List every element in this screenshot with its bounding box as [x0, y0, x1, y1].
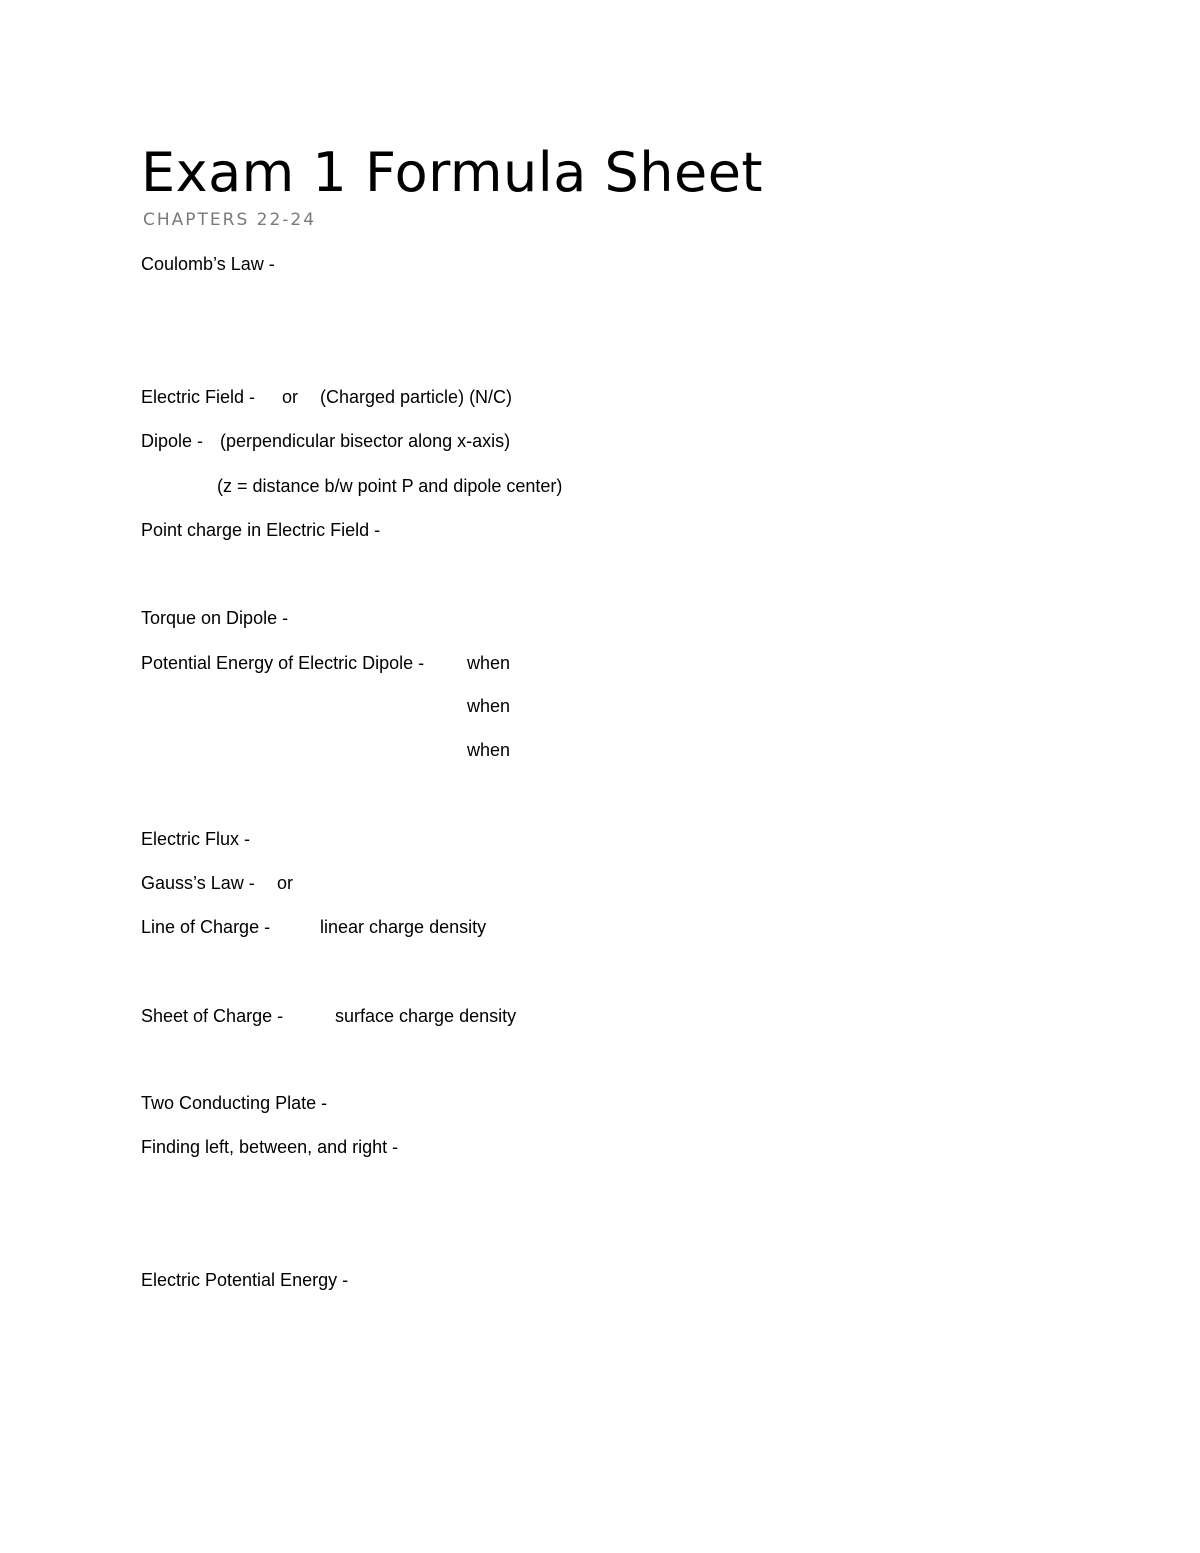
sheet-of-charge-label: Sheet of Charge -: [141, 1006, 284, 1026]
finding-left-between-right-line: Finding left, between, and right -: [141, 1137, 399, 1157]
potential-energy-dipole-label: Potential Energy of Electric Dipole -: [141, 653, 425, 673]
line-of-charge-label: Line of Charge -: [141, 917, 271, 937]
when-condition-3: when: [467, 740, 511, 760]
page-title: Exam 1 Formula Sheet: [141, 141, 764, 204]
electric-field-or: or: [282, 387, 299, 407]
gauss-law-label: Gauss’s Law -: [141, 873, 255, 893]
coulomb-law-line: Coulomb’s Law -: [141, 254, 275, 274]
electric-field-label: Electric Field -: [141, 387, 256, 407]
when-condition-1: when: [467, 653, 511, 673]
dipole-z-note: (z = distance b/w point P and dipole center): [217, 476, 563, 496]
dipole-note: (perpendicular bisector along x-axis): [220, 431, 511, 451]
page-subtitle: CHAPTERS 22-24: [143, 210, 317, 230]
torque-line: Torque on Dipole -: [141, 608, 289, 628]
point-charge-line: Point charge in Electric Field -: [141, 520, 381, 540]
electric-field-note: (Charged particle) (N/C): [320, 387, 513, 407]
electric-potential-energy-line: Electric Potential Energy -: [141, 1270, 349, 1290]
gauss-law-or: or: [277, 873, 294, 893]
line-of-charge-note: linear charge density: [320, 917, 487, 937]
electric-flux-line: Electric Flux -: [141, 829, 251, 849]
dipole-label: Dipole -: [141, 431, 204, 451]
sheet-of-charge-note: surface charge density: [335, 1006, 517, 1026]
two-conducting-plate-line: Two Conducting Plate -: [141, 1093, 328, 1113]
when-condition-2: when: [467, 696, 511, 716]
